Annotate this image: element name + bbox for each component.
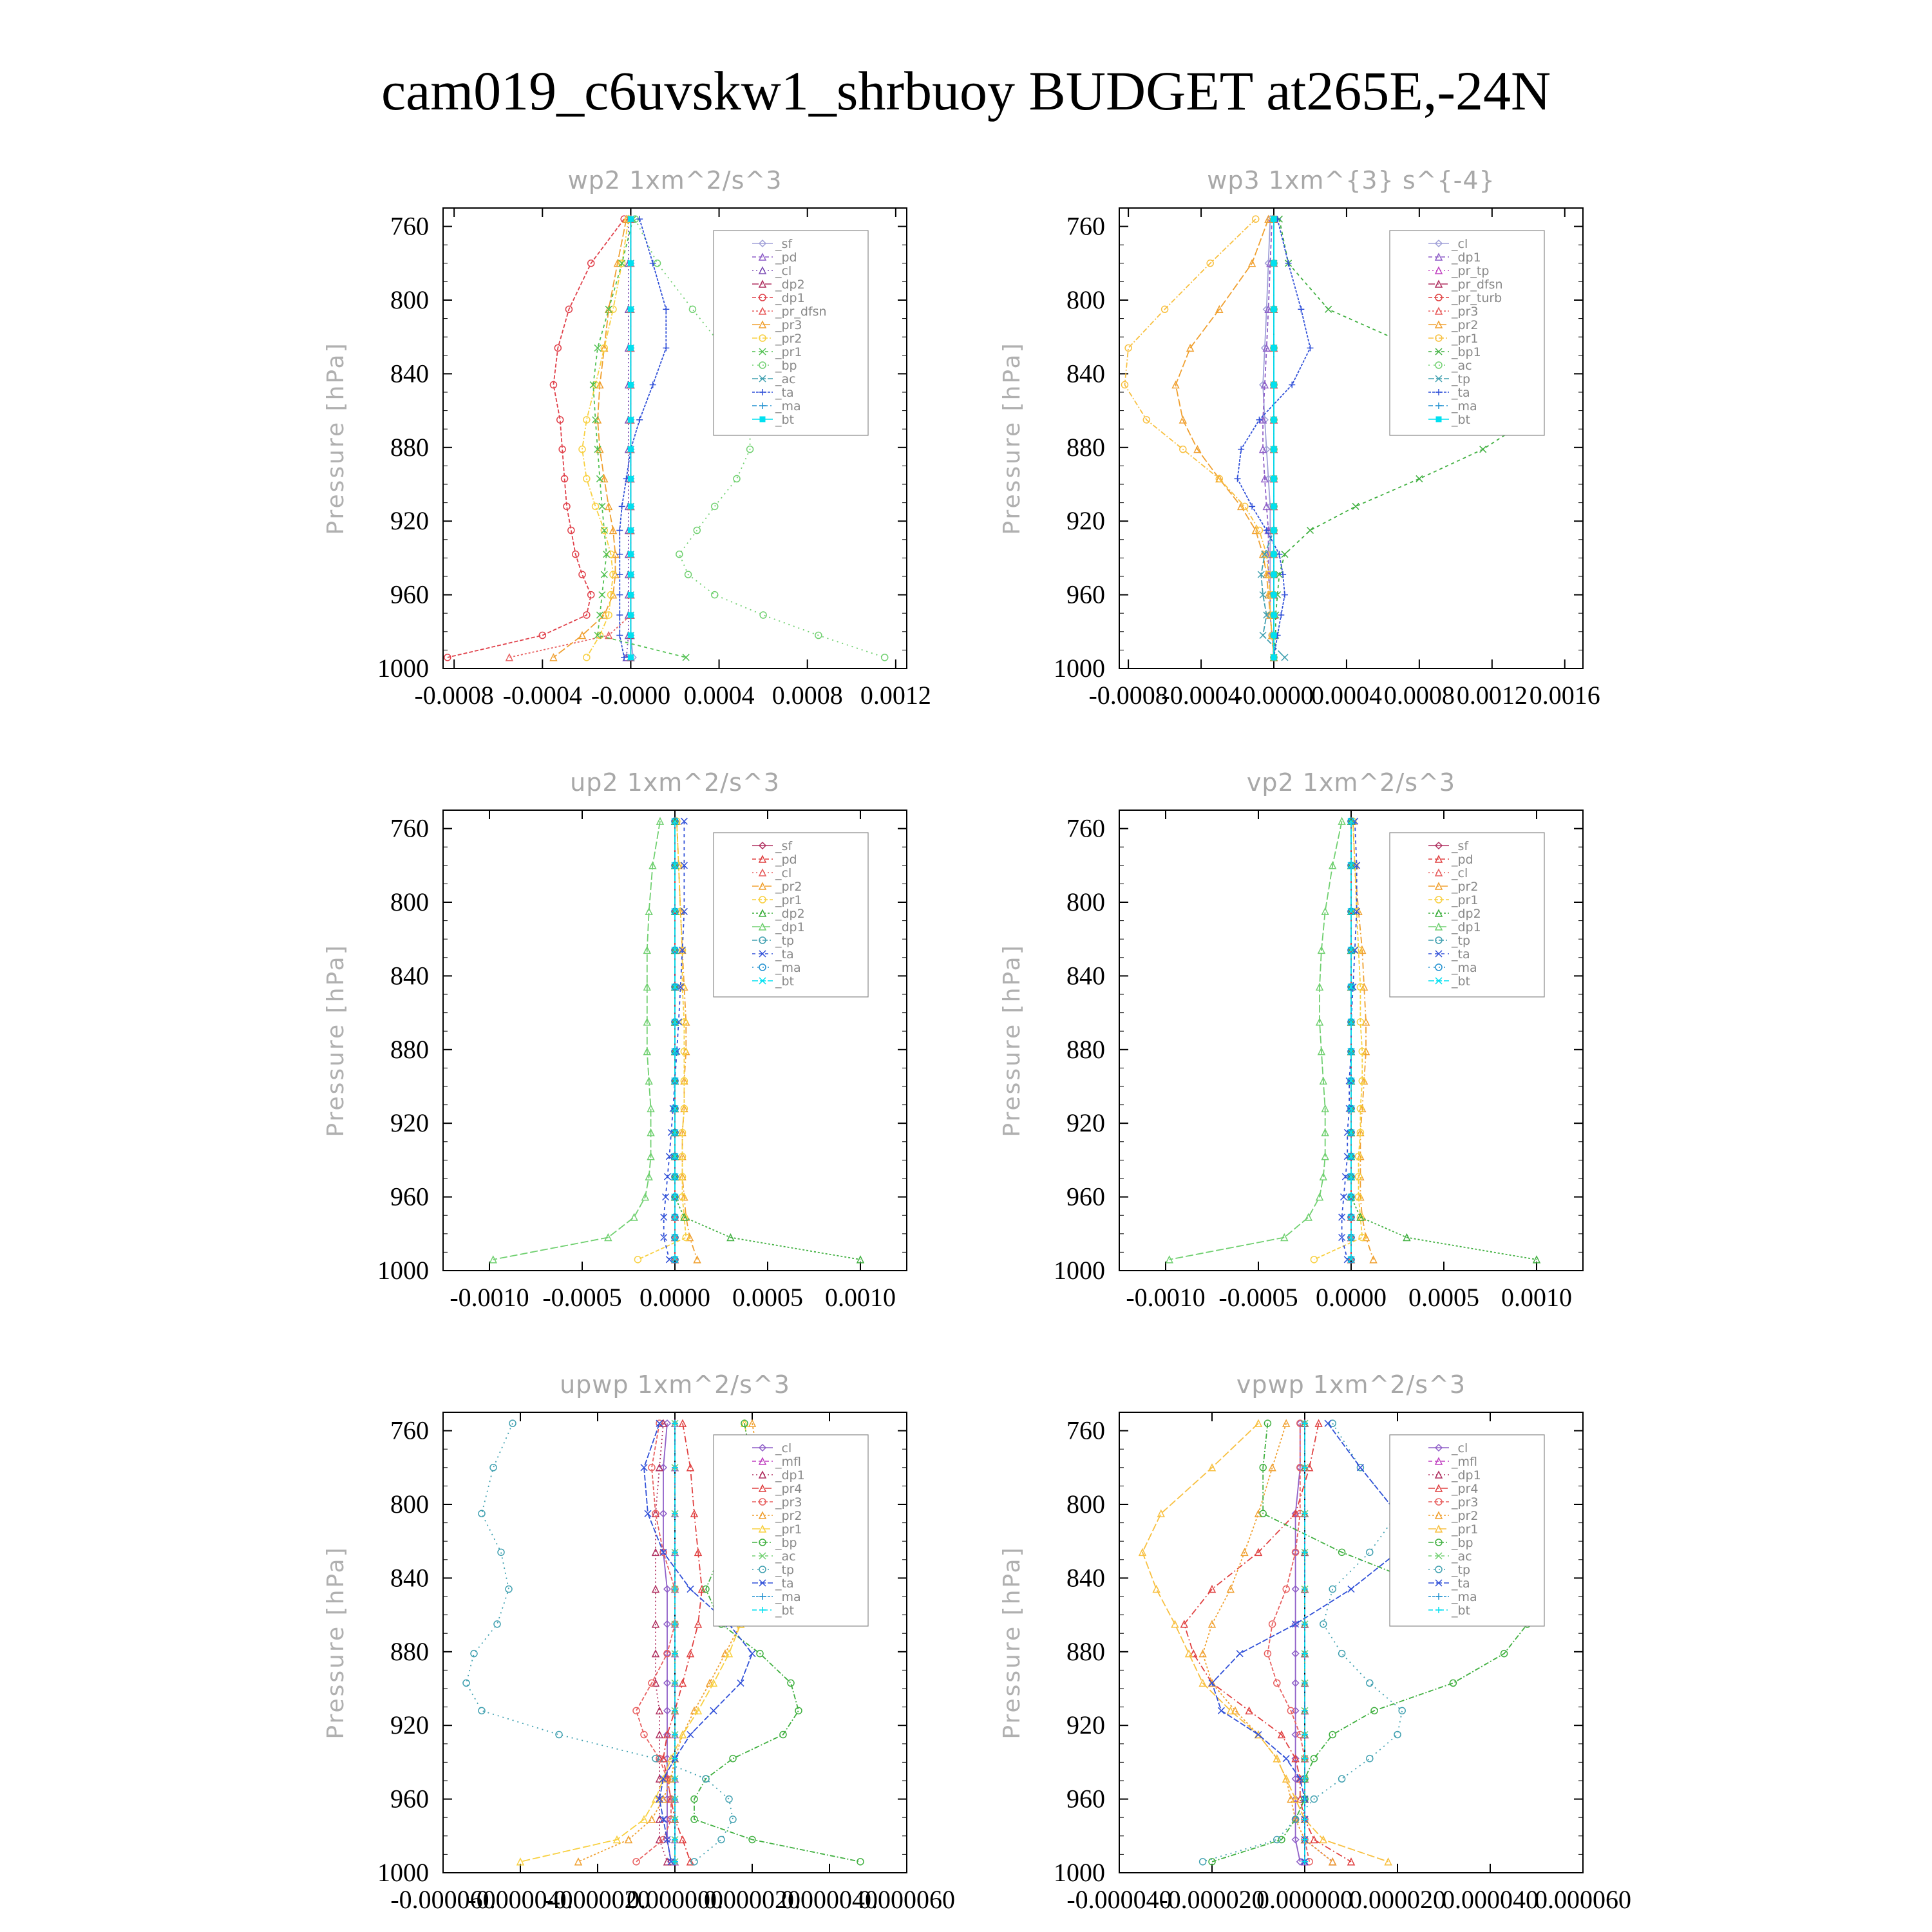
legend-entry: _pr4 [775,1482,802,1496]
y-tick-label: 920 [1066,1108,1105,1138]
legend-entry: _ac [775,372,796,386]
data-point [628,633,633,638]
x-tick-label: 0.0008 [1383,681,1455,710]
figure-title: cam019_c6uvskw1_shrbuoy BUDGET at265E,-24N [381,60,1551,122]
legend-entry: _bp [1452,1536,1473,1550]
legend-marker [1436,417,1441,422]
data-point [1271,504,1276,509]
legend-entry: _cl [775,866,792,880]
x-tick-label: -0.0010 [450,1283,529,1312]
y-tick-label: 880 [390,432,429,462]
data-point [1271,383,1276,388]
y-axis-label: Pressure [hPa] [999,943,1025,1137]
x-tick-label: 0.000040 [781,1885,878,1914]
legend-entry: _pr1 [1452,332,1479,346]
legend-entry: _cl [1452,237,1468,251]
legend-entry: _dp2 [775,907,805,921]
data-point [628,383,633,388]
y-tick-label: 800 [1066,285,1105,314]
legend-entry: _bt [1452,1604,1471,1618]
legend-entry: _pr2 [1452,880,1479,894]
data-point [1271,552,1276,557]
legend-entry: _ta [1452,947,1470,961]
x-tick-label: 0.000000 [627,1885,723,1914]
panel-title: wp2 1xm^2/s^3 [567,166,782,194]
legend-entry: _bp1 [1452,345,1481,359]
legend-entry: _ta [1452,386,1470,400]
data-point [628,345,633,350]
legend-entry: _pr3 [1452,305,1479,319]
y-tick-label: 1000 [1054,1858,1105,1887]
data-point [1271,655,1276,660]
y-tick-label: 800 [390,285,429,314]
x-tick-label: 0.000000 [1256,1885,1353,1914]
data-point [1271,592,1276,598]
legend-entry: _dp1 [1452,920,1481,934]
panel-title: up2 1xm^2/s^3 [570,768,780,797]
legend-entry: _tp [1452,1563,1471,1577]
x-tick-label: -0.0010 [1126,1283,1206,1312]
data-point [628,504,633,509]
x-tick-label: 0.0000 [1316,1283,1387,1312]
x-tick-label: -0.0004 [502,681,582,710]
data-point [1271,572,1276,577]
legend-entry: _pr_tp [1452,264,1490,278]
y-tick-label: 920 [390,506,429,536]
x-tick-label: 0.0010 [825,1283,896,1312]
y-tick-label: 1000 [1054,654,1105,683]
legend-entry: _bt [775,1604,795,1618]
legend-entry: _ta [775,1577,794,1591]
y-tick-label: 880 [1066,432,1105,462]
x-tick-label: -0.0005 [542,1283,622,1312]
x-tick-label: -0.0000 [591,681,671,710]
legend-entry: _pr2 [1452,318,1479,332]
x-tick-label: 0.0008 [772,681,843,710]
legend-entry: _dp1 [775,920,805,934]
legend-entry: _bt [1452,413,1471,427]
y-tick-label: 840 [1066,1563,1105,1593]
y-axis-label: Pressure [hPa] [999,1546,1025,1739]
legend-entry: _dp1 [1452,1468,1481,1482]
legend-entry: _pr1 [775,893,802,907]
x-tick-label: -0.000040 [468,1885,573,1914]
x-tick-label: 0.000020 [1349,1885,1446,1914]
legend-entry: _ta [775,386,794,400]
y-tick-label: 840 [390,359,429,388]
legend-entry: _dp2 [775,278,805,292]
data-point [628,216,633,222]
y-tick-label: 880 [1066,1636,1105,1666]
data-point [628,307,633,312]
y-tick-label: 960 [1066,580,1105,609]
legend-entry: _pr_turb [1452,291,1502,305]
x-tick-label: 0.0000 [639,1283,710,1312]
y-tick-label: 960 [1066,1784,1105,1814]
data-point [628,476,633,481]
data-point [1271,216,1276,222]
legend-entry: _mfl [775,1455,801,1469]
x-tick-label: -0.000020 [1159,1885,1265,1914]
panel-title: vpwp 1xm^2/s^3 [1236,1370,1466,1399]
legend-entry: _dp1 [1452,251,1481,265]
data-point [628,572,633,577]
data-point [1271,633,1276,638]
legend-entry: _ma [775,961,801,975]
legend-entry: _pr2 [775,880,802,894]
legend-entry: _ma [1452,1590,1477,1604]
legend-entry: _ta [1452,1577,1470,1591]
y-tick-label: 960 [390,1784,429,1814]
legend-entry: _ma [775,1590,801,1604]
data-point [1271,476,1276,481]
legend-entry: _pr2 [1452,1509,1479,1523]
legend [1390,833,1544,997]
x-tick-label: 0.000040 [1442,1885,1539,1914]
y-tick-label: 1000 [377,654,429,683]
data-point [1271,261,1276,266]
legend-entry: _ma [775,399,801,413]
y-tick-label: 1000 [377,1256,429,1285]
legend-entry: _tp [1452,934,1471,948]
data-point [1271,612,1276,618]
x-tick-label: 0.0010 [1501,1283,1572,1312]
legend [714,231,868,435]
legend-entry: _bp [775,359,797,373]
y-tick-label: 800 [390,1490,429,1519]
x-tick-label: -0.0005 [1218,1283,1298,1312]
legend-entry: _bt [775,974,795,989]
y-tick-label: 960 [1066,1182,1105,1211]
x-tick-label: -0.0008 [1088,681,1168,710]
data-point [1271,447,1276,452]
legend [714,1435,868,1626]
y-tick-label: 920 [1066,1710,1105,1740]
y-tick-label: 800 [1066,887,1105,916]
legend-entry: _pd [775,251,797,265]
x-tick-label: 0.0004 [1311,681,1382,710]
y-axis-label: Pressure [hPa] [323,1546,349,1739]
legend-entry: _dp2 [1452,907,1481,921]
legend-entry: _tp [775,1563,795,1577]
legend-entry: _pr2 [775,332,802,346]
y-tick-label: 1000 [1054,1256,1105,1285]
legend-entry: _dp1 [775,291,805,305]
legend-entry: _dp1 [775,1468,805,1482]
x-tick-label: -0.0008 [414,681,494,710]
x-tick-label: 0.0012 [860,681,931,710]
y-axis-label: Pressure [hPa] [999,341,1025,535]
y-tick-label: 760 [1066,211,1105,241]
data-point [628,528,633,533]
legend [714,833,868,997]
y-tick-label: 880 [1066,1034,1105,1064]
x-tick-label: -0.000020 [545,1885,650,1914]
y-tick-label: 840 [390,961,429,990]
data-point [1271,528,1276,533]
legend-entry: _pd [775,853,797,867]
x-tick-label: -0.0004 [1161,681,1241,710]
legend-entry: _pr1 [1452,1522,1479,1537]
y-axis-label: Pressure [hPa] [323,943,349,1137]
legend-entry: _pr1 [775,345,802,359]
legend-entry: _cl [775,264,792,278]
legend-entry: _pr3 [1452,1495,1479,1510]
legend [1390,1435,1544,1626]
data-point [628,655,633,660]
y-tick-label: 920 [390,1710,429,1740]
y-tick-label: 840 [1066,359,1105,388]
data-point [628,612,633,618]
legend-entry: _ta [775,947,794,961]
legend-entry: _pr1 [1452,893,1479,907]
x-tick-label: -0.0000 [1234,681,1314,710]
legend-entry: _bt [1452,974,1471,989]
x-tick-label: 0.000060 [1535,1885,1631,1914]
y-tick-label: 880 [390,1034,429,1064]
legend [1390,231,1544,435]
legend-entry: _tp [775,934,795,948]
legend-entry: _cl [775,1441,792,1455]
y-tick-label: 960 [390,580,429,609]
data-point [628,552,633,557]
legend-entry: _pr4 [1452,1482,1479,1496]
legend-entry: _sf [1452,839,1469,853]
y-tick-label: 800 [1066,1490,1105,1519]
legend-entry: _ac [1452,359,1472,373]
legend-entry: _pr1 [775,1522,802,1537]
legend-entry: _ma [1452,961,1477,975]
legend-entry: _tp [1452,372,1471,386]
data-point [628,592,633,598]
legend-entry: _bt [775,413,795,427]
x-tick-label: -0.000040 [1066,1885,1172,1914]
data-point [1271,307,1276,312]
y-tick-label: 800 [390,887,429,916]
y-tick-label: 760 [390,813,429,843]
legend-entry: _cl [1452,866,1468,880]
data-point [628,417,633,422]
legend-entry: _sf [775,237,793,251]
x-tick-label: 0.0004 [683,681,755,710]
data-point [1271,345,1276,350]
y-tick-label: 920 [1066,506,1105,536]
data-point [628,447,633,452]
data-point [1271,417,1276,422]
x-tick-label: 0.0005 [1408,1283,1479,1312]
legend-entry: _pr2 [775,1509,802,1523]
legend-marker [760,417,765,422]
legend-entry: _pd [1452,853,1473,867]
y-tick-label: 960 [390,1182,429,1211]
legend-entry: _pr_dfsn [1452,278,1503,292]
legend-entry: _pr3 [775,1495,802,1510]
y-tick-label: 840 [390,1563,429,1593]
y-tick-label: 880 [390,1636,429,1666]
y-tick-label: 840 [1066,961,1105,990]
legend-entry: _pr3 [775,318,802,332]
legend-entry: _mfl [1452,1455,1477,1469]
legend-entry: _sf [775,839,793,853]
x-tick-label: 0.0016 [1529,681,1600,710]
y-tick-label: 760 [1066,813,1105,843]
y-tick-label: 760 [390,1416,429,1445]
x-tick-label: 0.000020 [704,1885,800,1914]
legend-entry: _bp [775,1536,797,1550]
y-tick-label: 920 [390,1108,429,1138]
panel-title: vp2 1xm^2/s^3 [1246,768,1456,797]
y-tick-label: 1000 [377,1858,429,1887]
legend-entry: _ac [1452,1549,1472,1564]
panel-title: upwp 1xm^2/s^3 [560,1370,790,1399]
y-tick-label: 760 [390,211,429,241]
panel-title: wp3 1xm^{3} s^{-4} [1207,166,1495,194]
x-tick-label: 0.0012 [1456,681,1528,710]
y-tick-label: 760 [1066,1416,1105,1445]
legend-entry: _ma [1452,399,1477,413]
y-axis-label: Pressure [hPa] [323,341,349,535]
x-tick-label: 0.000060 [858,1885,955,1914]
data-point [628,261,633,266]
x-tick-label: -0.000060 [390,1885,496,1914]
legend-entry: _ac [775,1549,796,1564]
legend-entry: _pr_dfsn [775,305,827,319]
legend-entry: _cl [1452,1441,1468,1455]
x-tick-label: 0.0005 [732,1283,803,1312]
